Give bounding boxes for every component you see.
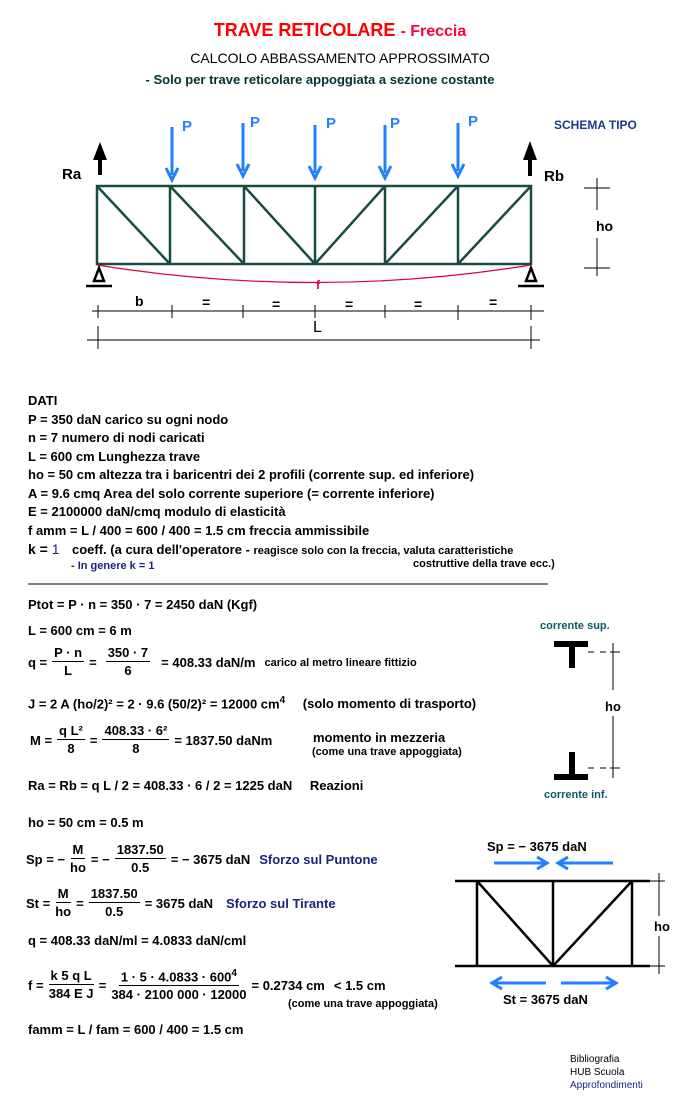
St-result: = 3675 daN <box>144 896 213 911</box>
truss-diagonal <box>97 186 170 264</box>
load-arrows <box>166 123 464 180</box>
ptot-formula: Ptot = P · n = 350 · 7 = 2450 daN (Kgf) <box>28 597 258 612</box>
link-hub-scuola[interactable]: HUB Scuola <box>570 1067 625 1078</box>
Sp-den1: ho <box>70 860 86 875</box>
q-conversion: q = 408.33 daN/ml = 4.0833 daN/cml <box>28 933 247 948</box>
load-label: P <box>468 113 479 130</box>
k-description-small: reagisce solo con la freccia, valuta caratteristiche <box>253 545 514 557</box>
load-label: P <box>326 115 337 132</box>
support-left <box>86 268 112 286</box>
moment-formula: M = $\frac{\text{q L²}}{8}$ = $\frac{\text{408.33 · 6²}}{8}$ = 1837.50 daNm <box>30 723 273 756</box>
f-den2: 384 · 2100 000 · 12000 <box>111 987 247 1003</box>
famm-formula: famm = L / fam = 600 / 400 = 1.5 cm <box>28 1022 244 1037</box>
top-chord-web <box>569 647 575 668</box>
St-note: Sforzo sul Tirante <box>226 896 336 911</box>
M-result: = 1837.50 daNm <box>174 733 273 748</box>
title-main: TRAVE RETICOLARE <box>213 20 396 40</box>
panel-label-equal: = <box>489 294 498 310</box>
panel-label-equal: = <box>202 294 211 310</box>
k-note: - In genere k = 1 <box>71 560 155 572</box>
reaction-left-label: Ra <box>62 166 82 183</box>
k-label: k = <box>28 541 52 557</box>
f-den1: 384 E J <box>48 985 94 1001</box>
f-lhs: f = <box>28 977 44 993</box>
reactions-formula <box>28 778 363 793</box>
Sp-num2: 1837.50 <box>116 842 164 857</box>
footer-links <box>570 1053 643 1092</box>
data-line-E: E = 2100000 daN/cmq modulo di elasticità <box>28 504 286 519</box>
page-subtitle: CALCOLO ABBASSAMENTO APPROSSIMATO <box>190 50 490 66</box>
load-arrow <box>166 127 178 180</box>
panel-label-equal: = <box>272 296 281 312</box>
panel-label-b: b <box>135 293 144 309</box>
truss-diagonal <box>385 186 458 264</box>
q-lhs: q = <box>28 655 48 670</box>
detail-St-label: St = 3675 daN <box>503 992 588 1007</box>
reactions-value: Ra = Rb = q L / 2 = 408.33 · 6 / 2 = 1225 daN <box>28 778 293 793</box>
f-num2: $1 \cdot 5 \cdot 4.0833 \cdot 600^4$ <box>120 968 237 985</box>
load-label: P <box>390 115 401 132</box>
M-den2: 8 <box>132 741 140 756</box>
J-note: (solo momento di trasporto) <box>302 696 477 712</box>
load-label: P <box>250 114 261 131</box>
truss-diagram <box>97 186 531 264</box>
f-num1: k 5 q L <box>50 967 92 983</box>
link-bibliografia[interactable]: Bibliografia <box>570 1054 620 1065</box>
M-note: momento in mezzeria <box>313 730 446 745</box>
M-note-2: (come una trave appoggiata) <box>312 746 462 758</box>
span-label: L <box>313 319 322 336</box>
Sp-formula <box>26 842 378 877</box>
reaction-arrow-left <box>93 142 107 175</box>
q-formula: q = $\frac{P \cdot n}{L}$ = $\frac{350 \cdot 7}{6}$ = 408.33 daN/m carico al metro lineare fittizio <box>28 645 417 678</box>
St-lhs: St = <box>26 896 51 911</box>
top-chord-label: corrente sup. <box>540 620 610 632</box>
data-line-ho: ho = 50 cm altezza tra i baricentri dei 2 profili (corrente sup. ed inferiore) <box>28 467 475 482</box>
k-description-small-2: costruttive della trave ecc.) <box>413 558 555 570</box>
J-exponent: 4 <box>279 695 286 706</box>
k-description: coeff. (a cura dell'operatore - <box>72 542 254 557</box>
St-num2: 1837.50 <box>90 886 138 901</box>
support-right <box>518 268 544 286</box>
M-num1: q L² <box>59 723 83 738</box>
q-note: carico al metro lineare fittizio <box>264 656 417 669</box>
panel-label-equal: = <box>345 296 354 312</box>
load-label: P <box>182 118 193 135</box>
bottom-chord-label: corrente inf. <box>544 789 608 801</box>
load-arrow <box>237 123 249 176</box>
schema-label: SCHEMA TIPO <box>554 118 637 132</box>
q-num2: 350 · 7 <box>107 645 149 660</box>
data-line-P: P = 350 daN carico su ogni nodo <box>28 411 229 427</box>
load-arrow <box>309 125 321 178</box>
panel-dimension <box>92 305 544 320</box>
top-chord-flange <box>554 641 588 647</box>
Sp-num1: M <box>72 842 84 857</box>
reaction-right-label: Rb <box>544 168 564 185</box>
title-sub: - Freccia <box>400 23 467 40</box>
bottom-chord-flange <box>554 774 588 780</box>
f-note: (come una trave appoggiata) <box>288 998 438 1010</box>
detail-Sp-label: Sp = − 3675 daN <box>487 839 587 854</box>
St-den2: 0.5 <box>105 904 124 919</box>
Sp-mid: = − <box>90 852 110 867</box>
bottom-chord-web <box>569 752 575 774</box>
q-den1: L <box>64 663 73 678</box>
q-den2: 6 <box>124 663 132 678</box>
reaction-arrow-right <box>523 141 537 176</box>
truss-diagonal <box>244 186 315 264</box>
chord-section-diagram <box>554 641 588 780</box>
detail-truss <box>455 881 650 966</box>
Sp-den2: 0.5 <box>131 860 150 875</box>
tension-arrows <box>492 977 616 989</box>
deflection-label: f <box>316 278 320 292</box>
k-coefficient-line <box>28 541 513 559</box>
deflection-formula: f = $\frac{\text{k 5 q L}}{\text{384 E J}}$ = $\frac{1 \cdot 5 \cdot 4.0833 \cdot 600^4}{384 \cdot 2100 000 \cdot 12000}$ = 0.2734 cm < 1.5 cm <box>28 967 386 1003</box>
link-approfondimenti[interactable]: Approfondimenti <box>570 1080 643 1091</box>
Sp-note: Sforzo sul Puntone <box>259 852 378 867</box>
panel-label-equal: = <box>414 296 423 312</box>
data-line-famm: f amm = L / 400 = 600 / 400 = 1.5 cm freccia ammissibile <box>28 522 370 538</box>
detail-height-label: ho <box>654 919 670 934</box>
header-note: - Solo per trave reticolare appoggiata a sezione costante <box>145 72 495 87</box>
k-value: 1 <box>51 541 60 557</box>
ho-conversion: ho = 50 cm = 0.5 m <box>28 815 144 830</box>
St-den1: ho <box>55 904 72 919</box>
reactions-note: Reazioni <box>309 778 364 793</box>
M-num2: 408.33 · 6² <box>104 723 168 738</box>
data-line-n: n = 7 numero di nodi caricati <box>28 430 205 445</box>
Sp-result: = − 3675 daN <box>170 852 251 867</box>
q-num1: P · n <box>54 645 83 660</box>
compression-arrows <box>494 857 613 869</box>
deflection-curve <box>97 265 531 283</box>
section-height-label: ho <box>605 699 621 714</box>
q-result: = 408.33 daN/m <box>161 655 256 670</box>
f-compare: < 1.5 cm <box>333 977 386 993</box>
truss-diagonal <box>315 186 385 264</box>
f-result: = 0.2734 cm <box>251 977 325 993</box>
load-arrow <box>379 125 391 178</box>
data-line-L: L = 600 cm Lunghezza trave <box>28 448 201 464</box>
truss-diagonal <box>458 186 531 264</box>
M-lhs: M = <box>30 733 53 748</box>
data-heading: DATI <box>28 393 58 408</box>
data-line-A: A = 9.6 cmq Area del solo corrente superiore (= corrente inferiore) <box>28 485 435 501</box>
length-conversion: L = 600 cm = 6 m <box>28 623 132 638</box>
J-formula: J = 2 A (ho/2)² = 2 · 9.6 (50/2)² = 12000 cm <box>28 696 280 712</box>
load-arrow <box>452 123 464 176</box>
Sp-lhs: Sp = − <box>26 852 66 867</box>
height-label: ho <box>596 218 614 234</box>
St-num1: M <box>57 886 69 901</box>
inertia-formula <box>28 695 476 711</box>
data-section <box>28 392 474 540</box>
M-den1: 8 <box>67 741 75 756</box>
truss-diagonal <box>170 186 244 264</box>
St-formula: St = $\frac{M}{ho}$ = $\frac{1837.50}{0.5}$ = 3675 daN Sforzo sul Tirante <box>26 886 336 919</box>
